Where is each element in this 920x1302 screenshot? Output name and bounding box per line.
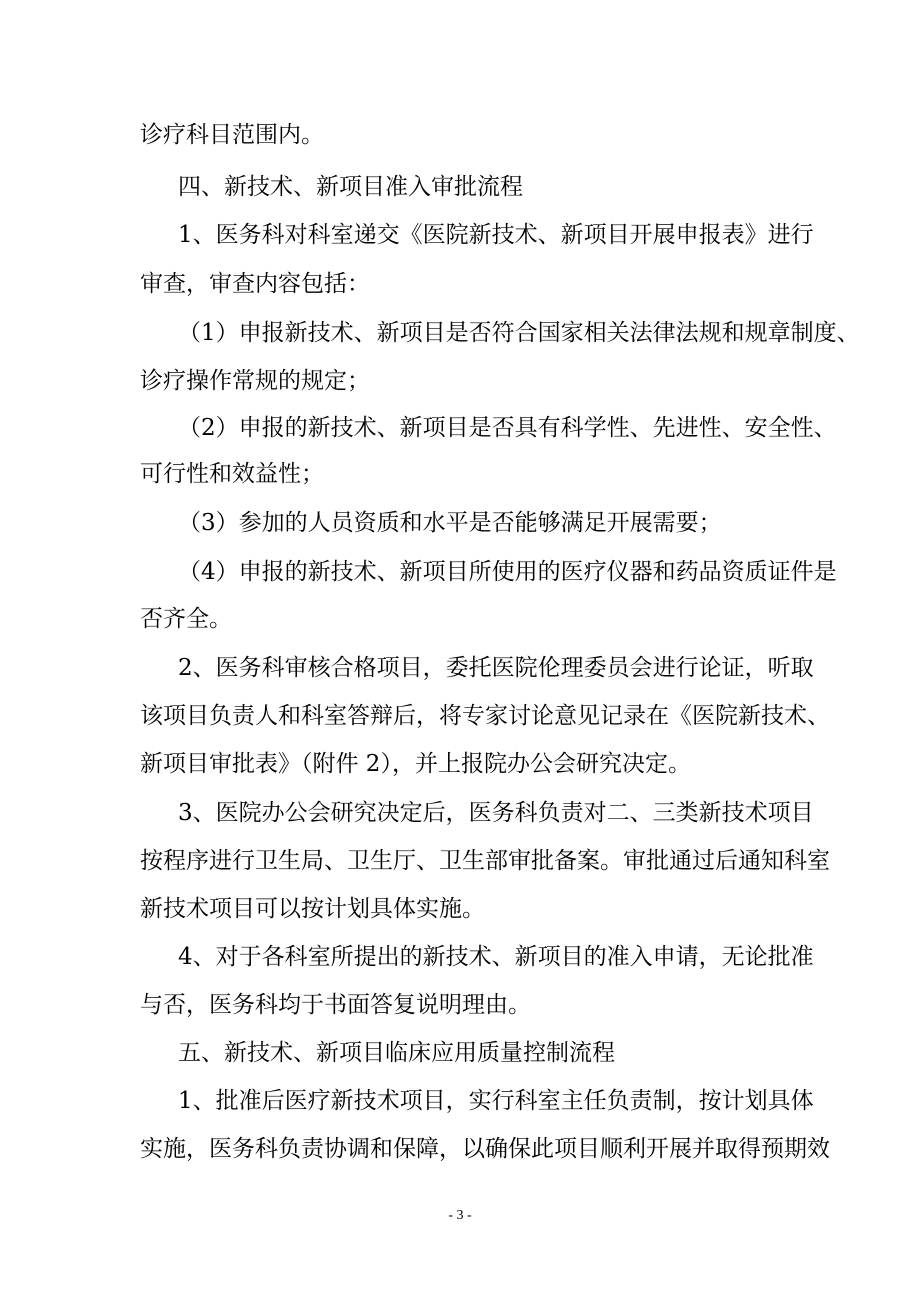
page-number: - 3 -: [448, 1208, 472, 1223]
text-line: 诊疗操作常规的规定；: [140, 368, 370, 394]
text-line: 按程序进行卫生局、卫生厅、卫生部审批备案。审批通过后通知科室: [140, 848, 830, 874]
section-heading: 五、新技术、新项目临床应用质量控制流程: [178, 1040, 615, 1066]
text-line: 1、批准后医疗新技术项目，实行科室主任负责制，按计划具体: [178, 1088, 814, 1114]
text-line: 实施，医务科负责协调和保障，以确保此项目顺利开展并取得预期效: [140, 1136, 830, 1162]
text-line: （1）申报新技术、新项目是否符合国家相关法律法规和规章制度、: [178, 320, 860, 346]
text-line: 审查，审查内容包括：: [140, 271, 370, 297]
text-line: 该项目负责人和科室答辩后，将专家讨论意见记录在《医院新技术、: [140, 703, 830, 729]
text-line: （4）申报的新技术、新项目所使用的医疗仪器和药品资质证件是: [178, 559, 837, 585]
text-line: 4、对于各科室所提出的新技术、新项目的准入申请，无论批准: [178, 944, 814, 970]
text-line: 2、医务科审核合格项目，委托医院伦理委员会进行论证，听取: [178, 655, 814, 681]
text-line: 新技术项目可以按计划具体实施。: [140, 896, 485, 922]
text-line: 1、医务科对科室递交《医院新技术、新项目开展申报表》进行: [178, 222, 814, 248]
text-line: （3）参加的人员资质和水平是否能够满足开展需要；: [178, 510, 722, 536]
text-line: 与否，医务科均于书面答复说明理由。: [140, 992, 531, 1018]
text-line: 3、医院办公会研究决定后，医务科负责对二、三类新技术项目: [178, 800, 814, 826]
text-line: 诊疗科目范围内。: [140, 122, 324, 148]
text-line: （2）申报的新技术、新项目是否具有科学性、先进性、安全性、: [178, 415, 837, 441]
text-line: 新项目审批表》（附件 2），并上报院办公会研究决定。: [140, 751, 691, 777]
text-line: 否齐全。: [140, 606, 232, 632]
section-heading: 四、新技术、新项目准入审批流程: [178, 174, 523, 200]
text-line: 可行性和效益性；: [140, 461, 324, 487]
